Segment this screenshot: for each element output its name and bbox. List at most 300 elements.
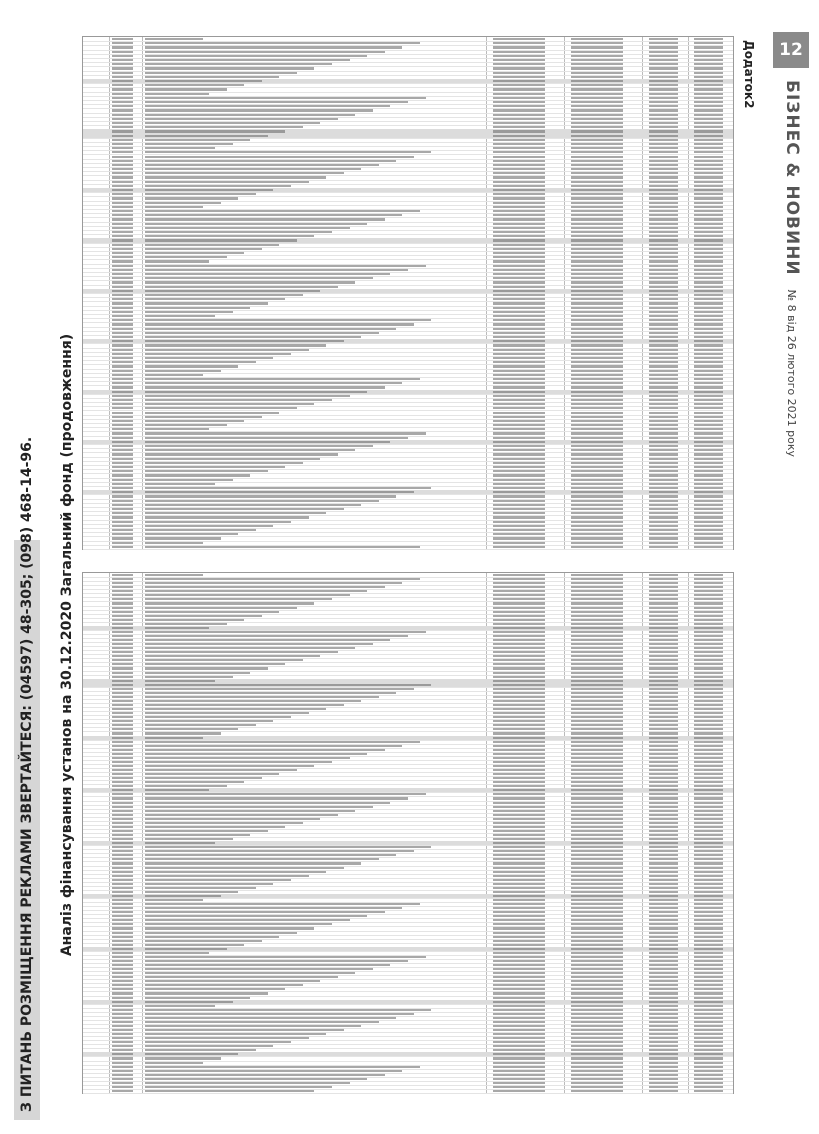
- table-cell: [112, 712, 132, 714]
- table-cell: [694, 919, 723, 921]
- table-cell: [649, 846, 678, 848]
- table-cell: [112, 76, 132, 78]
- advert-banner: З ПИТАНЬ РОЗМІЩЕННЯ РЕКЛАМИ ЗВЕРТАЙТЕСЯ: (04597) 48-305; (098) 468-14-96.: [14, 540, 40, 1120]
- table-cell: [112, 273, 132, 275]
- table-cell: [694, 745, 723, 747]
- table-cell: [649, 1066, 678, 1068]
- table-cell: [145, 1062, 204, 1064]
- table-cell: [493, 883, 546, 885]
- table-cell: [493, 84, 546, 86]
- table-cell: [571, 386, 624, 388]
- table-cell: [493, 260, 546, 262]
- table-cell: [694, 684, 723, 686]
- table-cell: [694, 765, 723, 767]
- table-cell: [145, 437, 408, 439]
- table-cell: [571, 765, 624, 767]
- table-cell: [571, 143, 624, 145]
- table-cell: [649, 948, 678, 950]
- table-cell: [145, 391, 367, 393]
- table-cell: [694, 328, 723, 330]
- table-cell: [694, 850, 723, 852]
- table-cell: [493, 227, 546, 229]
- table-cell: [694, 777, 723, 779]
- table-cell: [649, 578, 678, 580]
- table-cell: [493, 311, 546, 313]
- table-cell: [571, 753, 624, 755]
- table-cell: [571, 357, 624, 359]
- table-cell: [493, 635, 546, 637]
- table-cell: [694, 635, 723, 637]
- table-cell: [145, 349, 309, 351]
- table-cell: [112, 500, 132, 502]
- table-cell: [649, 130, 678, 132]
- table-cell: [694, 248, 723, 250]
- table-cell: [145, 416, 262, 418]
- table-cell: [112, 340, 132, 342]
- table-cell: [145, 952, 209, 954]
- table-cell: [493, 462, 546, 464]
- table-cell: [145, 696, 379, 698]
- table-cell: [112, 521, 132, 523]
- table-cell: [145, 745, 402, 747]
- table-cell: [571, 1025, 624, 1027]
- table-cell: [112, 533, 132, 535]
- table-cell: [145, 239, 297, 241]
- table-cell: [571, 500, 624, 502]
- table-cell: [649, 927, 678, 929]
- table-cell: [694, 449, 723, 451]
- table-cell: [145, 156, 414, 158]
- table-cell: [493, 386, 546, 388]
- table-cell: [493, 101, 546, 103]
- table-cell: [571, 286, 624, 288]
- table-cell: [112, 483, 132, 485]
- table-cell: [571, 574, 624, 576]
- table-cell: [112, 449, 132, 451]
- table-cell: [493, 126, 546, 128]
- table-cell: [493, 972, 546, 974]
- table-cell: [145, 972, 356, 974]
- table-cell: [694, 546, 723, 548]
- table-cell: [145, 684, 432, 686]
- table-cell: [571, 546, 624, 548]
- table-cell: [571, 42, 624, 44]
- table-cell: [571, 269, 624, 271]
- table-cell: [112, 988, 132, 990]
- table-cell: [493, 867, 546, 869]
- table-cell: [649, 193, 678, 195]
- table-cell: [145, 529, 256, 531]
- table-cell: [493, 105, 546, 107]
- table-cell: [493, 521, 546, 523]
- table-cell: [145, 1001, 233, 1003]
- table-cell: [145, 1037, 309, 1039]
- table-cell: [493, 875, 546, 877]
- table-cell: [112, 374, 132, 376]
- table-cell: [493, 533, 546, 535]
- table-cell: [649, 895, 678, 897]
- table-cell: [493, 67, 546, 69]
- table-cell: [112, 164, 132, 166]
- table-cell: [649, 311, 678, 313]
- table-cell: [571, 871, 624, 873]
- table-cell: [694, 749, 723, 751]
- table-cell: [649, 700, 678, 702]
- table-cell: [145, 458, 321, 460]
- table-cell: [112, 412, 132, 414]
- table-cell: [493, 378, 546, 380]
- table-cell: [493, 797, 546, 799]
- table-cell: [571, 834, 624, 836]
- table-cell: [649, 395, 678, 397]
- table-cell: [145, 260, 209, 262]
- table-cell: [571, 810, 624, 812]
- table-cell: [694, 1062, 723, 1064]
- table-cell: [145, 508, 344, 510]
- table-cell: [112, 353, 132, 355]
- table-cell: [493, 51, 546, 53]
- table-cell: [649, 319, 678, 321]
- table-cell: [571, 93, 624, 95]
- table-cell: [493, 273, 546, 275]
- table-cell: [571, 619, 624, 621]
- table-cell: [145, 700, 361, 702]
- table-cell: [694, 214, 723, 216]
- table-cell: [493, 659, 546, 661]
- table-cell: [493, 76, 546, 78]
- table-cell: [571, 449, 624, 451]
- table-cell: [649, 1062, 678, 1064]
- table-cell: [145, 1025, 361, 1027]
- table-cell: [112, 416, 132, 418]
- table-cell: [493, 172, 546, 174]
- table-cell: [112, 118, 132, 120]
- table-cell: [649, 830, 678, 832]
- table-cell: [112, 883, 132, 885]
- table-cell: [694, 88, 723, 90]
- table-cell: [145, 453, 338, 455]
- table-cell: [571, 899, 624, 901]
- table-cell: [571, 627, 624, 629]
- table-cell: [493, 466, 546, 468]
- table-cell: [571, 38, 624, 40]
- table-cell: [112, 424, 132, 426]
- table-cell: [571, 907, 624, 909]
- table-cell: [145, 286, 338, 288]
- table-cell: [493, 164, 546, 166]
- table-cell: [571, 586, 624, 588]
- table-cell: [112, 197, 132, 199]
- table-cell: [493, 927, 546, 929]
- table-cell: [694, 311, 723, 313]
- table-cell: [493, 370, 546, 372]
- table-cell: [112, 777, 132, 779]
- table-cell: [493, 135, 546, 137]
- table-cell: [649, 997, 678, 999]
- table-cell: [649, 952, 678, 954]
- table-cell: [145, 516, 309, 518]
- table-cell: [145, 386, 385, 388]
- table-cell: [112, 311, 132, 313]
- table-cell: [694, 972, 723, 974]
- table-cell: [694, 887, 723, 889]
- table-cell: [112, 336, 132, 338]
- table-cell: [493, 55, 546, 57]
- table-cell: [571, 854, 624, 856]
- table-cell: [649, 850, 678, 852]
- table-cell: [112, 181, 132, 183]
- table-cell: [649, 424, 678, 426]
- table-cell: [571, 441, 624, 443]
- table-cell: [694, 1001, 723, 1003]
- table-cell: [112, 1090, 132, 1092]
- table-cell: [112, 210, 132, 212]
- page-title: Аналіз фінансування установ на 30.12.2020 Загальний фонд (продовження): [59, 333, 75, 957]
- table-cell: [112, 858, 132, 860]
- table-cell: [649, 586, 678, 588]
- table-cell: [112, 992, 132, 994]
- table-cell: [571, 491, 624, 493]
- table-cell: [145, 728, 239, 730]
- table-cell: [571, 964, 624, 966]
- table-cell: [571, 838, 624, 840]
- table-cell: [493, 862, 546, 864]
- table-cell: [493, 712, 546, 714]
- table-cell: [649, 615, 678, 617]
- table-cell: [112, 458, 132, 460]
- table-cell: [112, 1086, 132, 1088]
- table-cell: [145, 445, 373, 447]
- table-cell: [145, 1053, 239, 1055]
- table-cell: [145, 118, 338, 120]
- table-cell: [649, 672, 678, 674]
- table-cell: [493, 223, 546, 225]
- table-cell: [112, 495, 132, 497]
- table-cell: [145, 777, 262, 779]
- table-cell: [649, 842, 678, 844]
- table-cell: [493, 793, 546, 795]
- table-cell: [694, 732, 723, 734]
- table-cell: [493, 672, 546, 674]
- table-cell: [649, 749, 678, 751]
- table-cell: [145, 716, 291, 718]
- table-cell: [493, 185, 546, 187]
- table-cell: [571, 862, 624, 864]
- table-cell: [493, 1057, 546, 1059]
- table-cell: [649, 810, 678, 812]
- table-cell: [571, 927, 624, 929]
- table-cell: [571, 696, 624, 698]
- table-cell: [571, 193, 624, 195]
- table-cell: [112, 1021, 132, 1023]
- table-cell: [649, 936, 678, 938]
- table-cell: [112, 737, 132, 739]
- table-cell: [694, 189, 723, 191]
- table-cell: [145, 206, 204, 208]
- table-cell: [694, 197, 723, 199]
- table-cell: [493, 500, 546, 502]
- table-cell: [649, 357, 678, 359]
- table-cell: [493, 88, 546, 90]
- table-cell: [493, 623, 546, 625]
- table-cell: [493, 639, 546, 641]
- table-cell: [649, 875, 678, 877]
- table-cell: [493, 336, 546, 338]
- table-cell: [493, 340, 546, 342]
- table-cell: [571, 875, 624, 877]
- table-cell: [493, 315, 546, 317]
- table-cell: [112, 1070, 132, 1072]
- table-cell: [493, 449, 546, 451]
- table-cell: [694, 382, 723, 384]
- table-cell: [112, 623, 132, 625]
- table-cell: [493, 976, 546, 978]
- table-cell: [112, 344, 132, 346]
- table-cell: [571, 708, 624, 710]
- table-cell: [145, 635, 408, 637]
- table-cell: [145, 594, 350, 596]
- table-cell: [694, 615, 723, 617]
- table-cell: [145, 307, 250, 309]
- table-cell: [649, 940, 678, 942]
- table-cell: [571, 88, 624, 90]
- table-cell: [145, 298, 285, 300]
- table-cell: [493, 737, 546, 739]
- table-cell: [649, 968, 678, 970]
- table-cell: [649, 635, 678, 637]
- table-cell: [694, 810, 723, 812]
- table-cell: [694, 911, 723, 913]
- table-cell: [694, 298, 723, 300]
- table-cell: [571, 542, 624, 544]
- table-cell: [145, 672, 250, 674]
- table-cell: [112, 1005, 132, 1007]
- table-cell: [493, 424, 546, 426]
- table-cell: [145, 139, 250, 141]
- table-cell: [493, 765, 546, 767]
- table-cell: [694, 357, 723, 359]
- table-cell: [145, 822, 303, 824]
- table-cell: [571, 80, 624, 82]
- table-cell: [694, 193, 723, 195]
- table-cell: [649, 688, 678, 690]
- table-cell: [571, 988, 624, 990]
- table-cell: [145, 846, 432, 848]
- table-cell: [493, 676, 546, 678]
- table-cell: [649, 907, 678, 909]
- table-cell: [112, 185, 132, 187]
- table-cell: [145, 164, 379, 166]
- table-cell: [571, 290, 624, 292]
- table-cell: [493, 1029, 546, 1031]
- table-cell: [493, 458, 546, 460]
- table-cell: [145, 332, 379, 334]
- table-cell: [112, 753, 132, 755]
- table-cell: [571, 59, 624, 61]
- table-cell: [493, 474, 546, 476]
- table-cell: [571, 858, 624, 860]
- table-cell: [571, 643, 624, 645]
- table-cell: [112, 976, 132, 978]
- table-cell: [649, 231, 678, 233]
- table-cell: [145, 915, 367, 917]
- table-cell: [112, 46, 132, 48]
- table-cell: [112, 160, 132, 162]
- table-cell: [649, 97, 678, 99]
- table-cell: [694, 344, 723, 346]
- table-cell: [649, 298, 678, 300]
- table-cell: [694, 712, 723, 714]
- table-cell: [649, 765, 678, 767]
- table-cell: [493, 1005, 546, 1007]
- table-cell: [571, 72, 624, 74]
- table-cell: [112, 891, 132, 893]
- table-cell: [493, 850, 546, 852]
- table-cell: [571, 197, 624, 199]
- table-cell: [694, 370, 723, 372]
- table-cell: [112, 692, 132, 694]
- table-cell: [112, 525, 132, 527]
- table-cell: [649, 508, 678, 510]
- table-cell: [493, 529, 546, 531]
- table-cell: [694, 407, 723, 409]
- table-cell: [694, 655, 723, 657]
- table-cell: [571, 895, 624, 897]
- table-cell: [649, 407, 678, 409]
- table-cell: [145, 871, 326, 873]
- table-cell: [145, 302, 268, 304]
- table-cell: [112, 156, 132, 158]
- table-cell: [493, 1090, 546, 1092]
- table-cell: [493, 252, 546, 254]
- table-cell: [112, 332, 132, 334]
- table-cell: [649, 542, 678, 544]
- table-cell: [493, 328, 546, 330]
- table-cell: [649, 737, 678, 739]
- table-cell: [112, 84, 132, 86]
- table-cell: [145, 940, 262, 942]
- table-cell: [493, 1066, 546, 1068]
- table-cell: [571, 940, 624, 942]
- table-cell: [694, 105, 723, 107]
- table-cell: [112, 611, 132, 613]
- table-cell: [112, 529, 132, 531]
- table-cell: [493, 118, 546, 120]
- table-cell: [694, 323, 723, 325]
- table-cell: [145, 927, 315, 929]
- table-cell: [112, 1062, 132, 1064]
- table-cell: [571, 336, 624, 338]
- table-cell: [694, 728, 723, 730]
- table-cell: [571, 126, 624, 128]
- table-cell: [145, 956, 426, 958]
- table-cell: [493, 470, 546, 472]
- table-cell: [694, 508, 723, 510]
- table-cell: [493, 323, 546, 325]
- table-cell: [493, 578, 546, 580]
- table-cell: [493, 667, 546, 669]
- table-cell: [694, 761, 723, 763]
- table-cell: [145, 574, 204, 576]
- table-cell: [112, 684, 132, 686]
- table-cell: [112, 114, 132, 116]
- table-cell: [694, 627, 723, 629]
- table-cell: [493, 525, 546, 527]
- table-cell: [649, 72, 678, 74]
- table-cell: [493, 700, 546, 702]
- table-cell: [649, 391, 678, 393]
- table-cell: [649, 260, 678, 262]
